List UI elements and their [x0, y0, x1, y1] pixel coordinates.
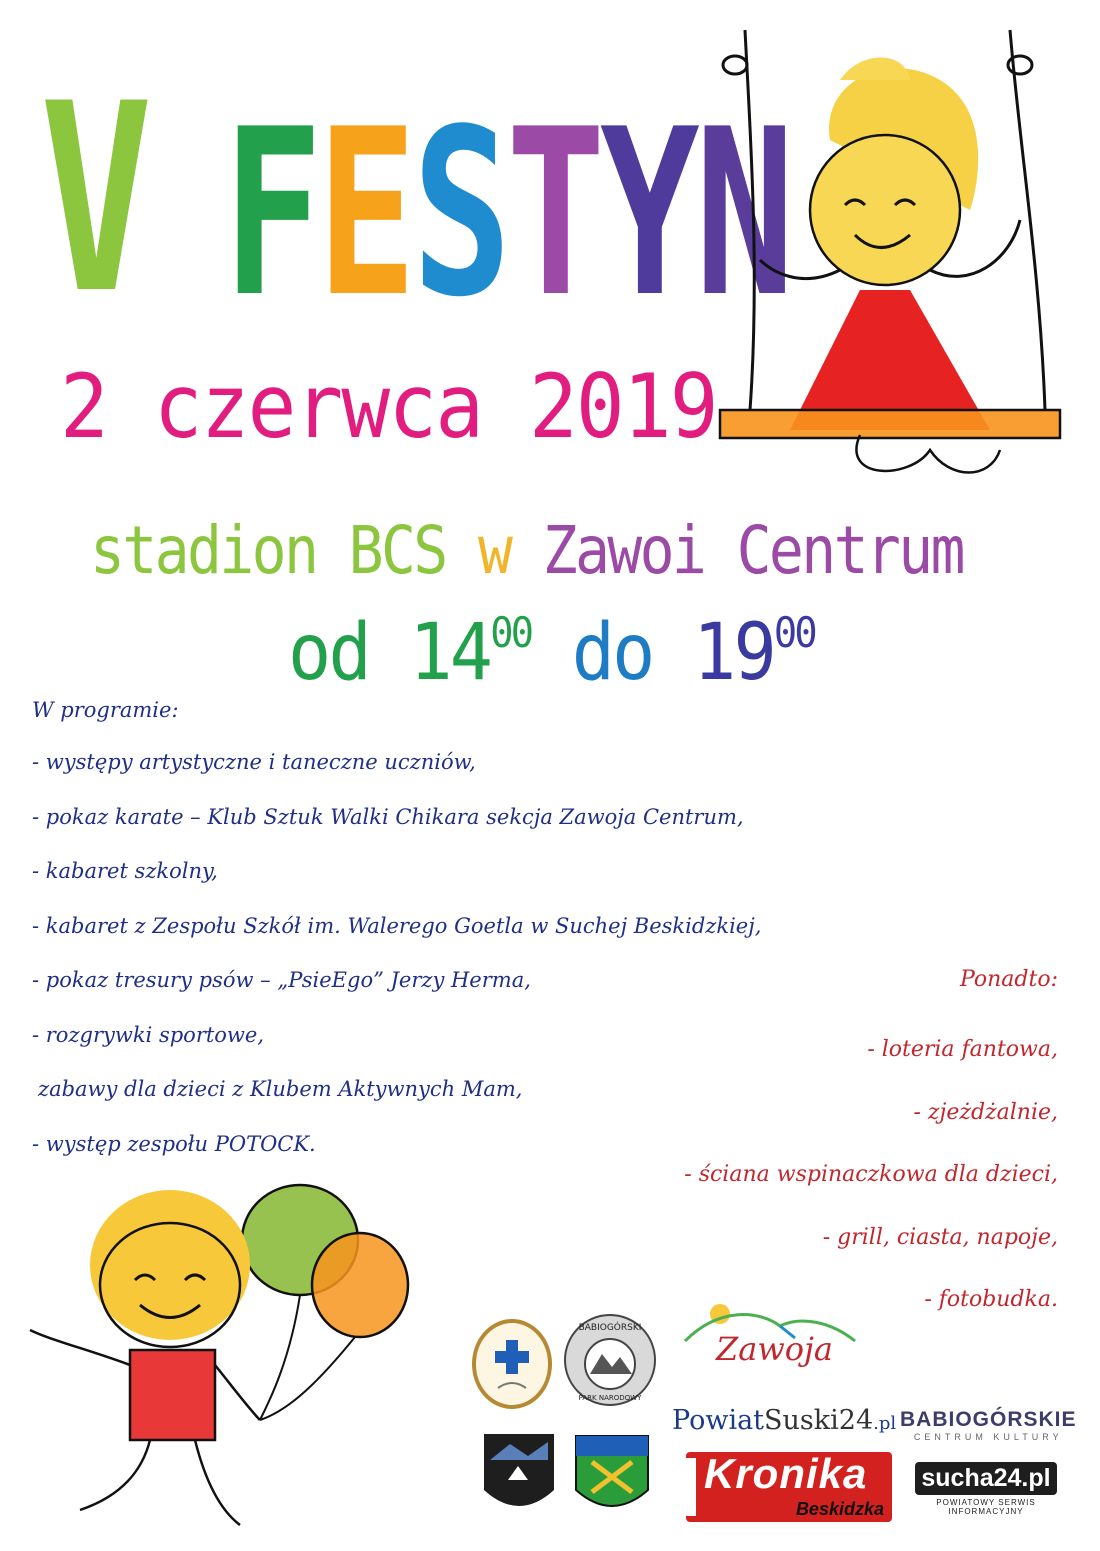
babiogorski-park-logo — [562, 1312, 658, 1408]
babiogorskie-centrum-kultury-logo — [900, 1408, 1077, 1442]
time-to-word: do — [571, 608, 653, 698]
sucha24-logo — [900, 1462, 1072, 1516]
program-item: - kabaret szkolny, — [32, 859, 218, 883]
program-item: - występ zespołu POTOCK. — [32, 1131, 316, 1156]
program-item: - rozgrywki sportowe, — [32, 1022, 265, 1047]
extras-item: - ściana wspinaczkowa dla dzieci, — [684, 1162, 1058, 1187]
time-from-hour: 14 — [409, 608, 491, 698]
event-venue — [90, 512, 963, 589]
powiat-logo-part2: Suski24 — [764, 1405, 874, 1436]
sucha24-title: sucha24.pl — [915, 1462, 1056, 1495]
time-from-word: od — [288, 608, 369, 698]
boy-with-balloons-illustration — [20, 1180, 420, 1540]
program-heading: W programie: — [32, 698, 179, 722]
title-letter: F — [222, 81, 320, 348]
zawoja-logo-text: Zawoja — [716, 1330, 833, 1368]
powiat-logo-part3: .pl — [873, 1413, 897, 1434]
kronika-beskidzka-logo — [686, 1452, 892, 1522]
program-item: - pokaz karate – Klub Sztuk Walki Chikara sekcja Zawoja Centrum, — [32, 804, 744, 829]
kronika-side-band — [682, 1458, 696, 1516]
extras-heading: Ponadto: — [959, 967, 1058, 992]
program-item: - pokaz tresury psów – „PsieEgo” Jerzy Herma, — [32, 968, 531, 992]
event-time — [288, 608, 815, 698]
venue-stadium: stadion BCS — [90, 512, 446, 589]
sucha24-subtitle: POWIATOWY SERWIS INFORMACYJNY — [936, 1498, 1036, 1516]
school-emblem-logo — [470, 1318, 554, 1410]
title-letter: V — [40, 49, 150, 351]
title-letter: E — [317, 81, 414, 348]
program-item: zabawy dla dzieci z Klubem Aktywnych Mam, — [38, 1077, 523, 1101]
powiatsuski24-logo — [672, 1405, 896, 1436]
babiogorski-park-subtitle: PARK NARODOWY — [578, 1394, 642, 1402]
extras-section — [578, 960, 1058, 1333]
kronika-title: Kronika — [704, 1450, 868, 1497]
time-from-minutes: 00 — [490, 608, 532, 657]
title-letter: S — [411, 81, 509, 348]
poster-title — [40, 40, 792, 351]
municipal-crest-1 — [480, 1430, 558, 1522]
girl-on-swing-illustration — [690, 10, 1090, 490]
kronika-subtitle: Beskidzka — [795, 1499, 884, 1519]
title-letter: Y — [600, 81, 698, 348]
municipal-crest-2 — [572, 1432, 652, 1522]
venue-location: Zawoi Centrum — [542, 512, 963, 589]
powiat-logo-part1: Powiat — [672, 1405, 765, 1436]
extras-item: - fotobudka. — [924, 1287, 1058, 1312]
program-item: - kabaret z Zespołu Szkół im. Walerego Goetla w Suchej Beskidzkiej, — [32, 913, 762, 938]
bck-subtitle: CENTRUM KULTURY — [913, 1432, 1063, 1442]
extras-item: - loteria fantowa, — [867, 1037, 1058, 1062]
bck-title: BABIOGÓRSKIE — [900, 1408, 1077, 1431]
venue-preposition: w — [477, 512, 511, 589]
time-to-minutes: 00 — [773, 608, 815, 657]
time-to-hour: 19 — [693, 608, 774, 698]
extras-item: - grill, ciasta, napoje, — [822, 1224, 1058, 1250]
extras-item: - zjeżdżalnie, — [913, 1099, 1058, 1125]
event-date: 2 czerwca 2019 — [60, 355, 717, 458]
program-item: - występy artystyczne i taneczne uczniów, — [32, 750, 476, 774]
title-letter: T — [506, 81, 603, 348]
title-letter: N — [694, 81, 792, 348]
babiogorski-park-title: BABIOGÓRSKI — [578, 1323, 642, 1333]
